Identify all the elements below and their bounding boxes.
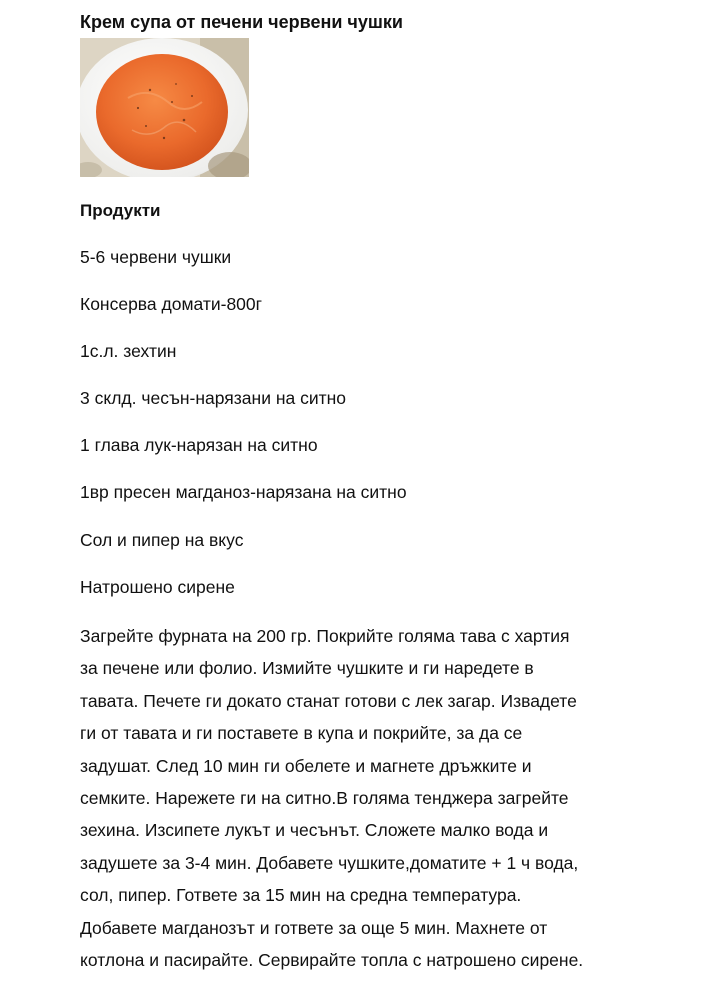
ingredient-item: 1 глава лук-нарязан на ситно: [80, 435, 318, 455]
instructions-line: сол, пипер. Гответе за 15 мин на средна температура.: [80, 885, 522, 906]
ingredient-item: 1с.л. зехтин: [80, 341, 177, 361]
ingredient-item: 3 склд. чесън-нарязани на ситно: [80, 388, 347, 408]
instructions-paragraph: [80, 620, 665, 976]
instructions-line: за печене или фолио. Измийте чушките и ги наредете в: [80, 658, 534, 679]
instructions-line: тавата. Печете ги докато станат готови с лек загар. Извадете: [80, 690, 577, 711]
soup-surface: [96, 54, 228, 170]
ingredient-item: Сол и пипер на вкус: [80, 530, 244, 550]
ingredient-item: 5-6 червени чушки: [80, 247, 232, 267]
instructions-line: семките. Нарежете ги на ситно.В голяма тенджера загрейте: [80, 788, 569, 809]
products-heading: Продукти: [80, 201, 161, 220]
soup-photo: [80, 38, 249, 177]
instructions-line: ги от тавата и ги поставете в купа и покрийте, за да се: [80, 723, 523, 744]
instructions-line: Добавете магданозът и гответе за още 5 мин. Махнете от: [80, 917, 548, 938]
instructions-line: зехина. Изсипете лукът и чесънът. Сложете малко вода и: [80, 820, 549, 841]
ingredient-item: Консерва домати-800г: [80, 294, 263, 314]
instructions-line: котлона и пасирайте. Сервирайте топла с натрошено сирене.: [80, 950, 584, 971]
ingredient-item: Натрошено сирене: [80, 577, 235, 597]
instructions-line: задушете за 3-4 мин. Добавете чушките,доматите + 1 ч вода,: [80, 852, 579, 873]
ingredient-item: 1вр пресен магданоз-нарязана на ситно: [80, 482, 407, 502]
soup-bowl-image: [80, 38, 249, 177]
instructions-line: Загрейте фурната на 200 гр. Покрийте голяма тава с хартия: [80, 626, 570, 646]
instructions-line: задушат. След 10 мин ги обелете и магнете дръжките и: [80, 755, 532, 776]
recipe-title: Крем супа от печени червени чушки: [80, 12, 403, 32]
